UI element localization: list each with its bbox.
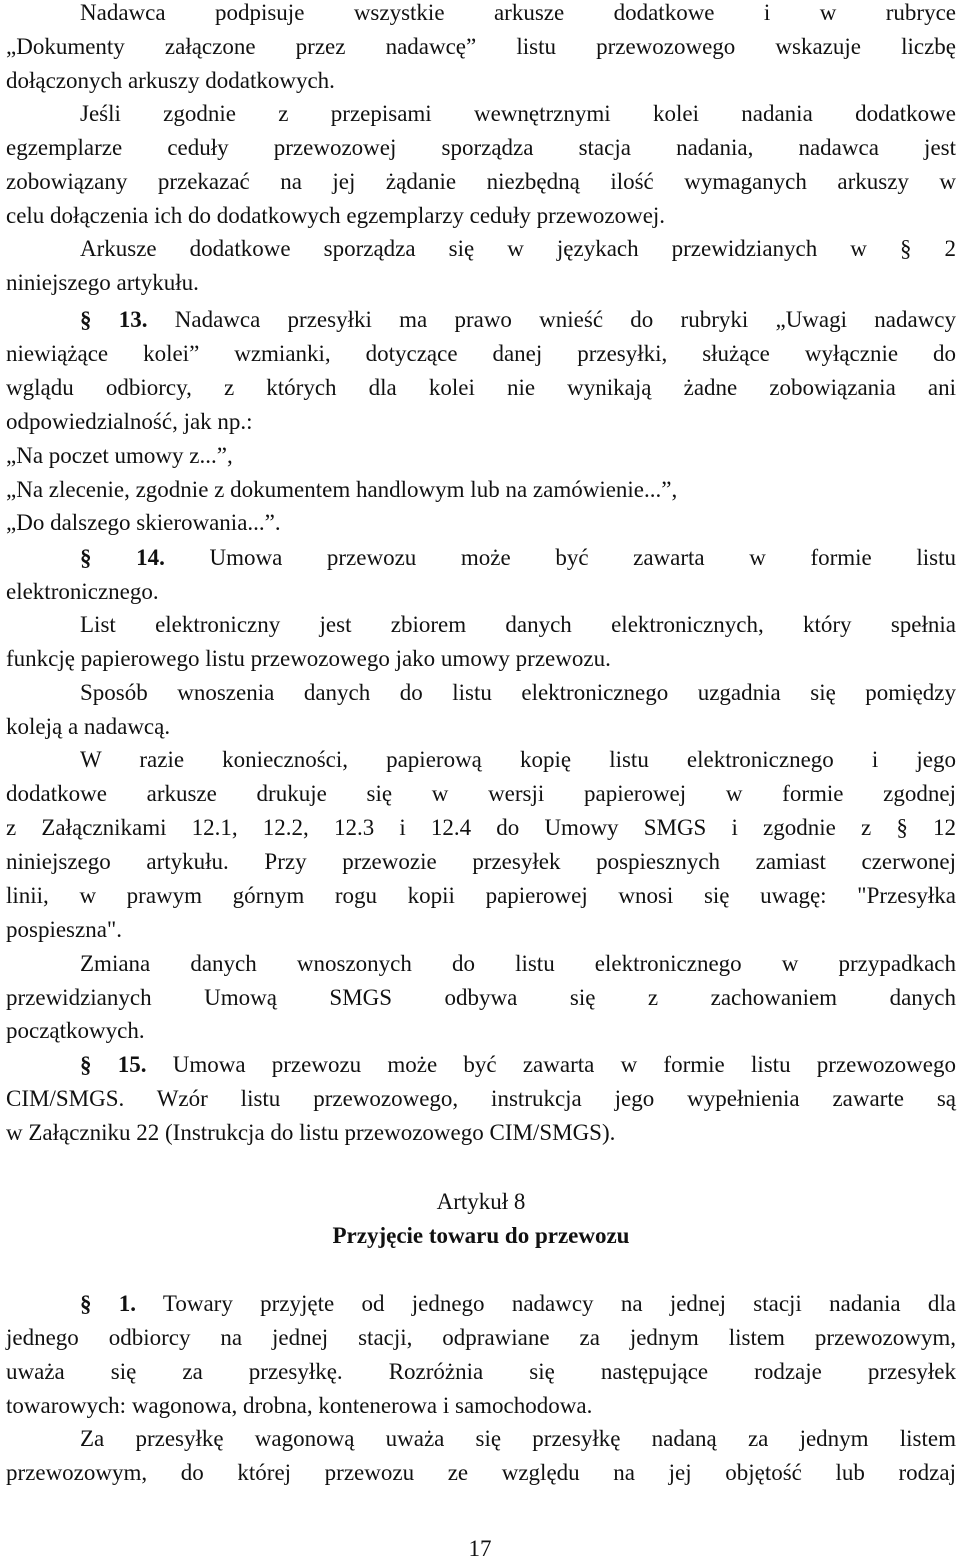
text-line: „Na zlecenie, zgodnie z dokumentem handlowym lub na zamówienie...”, (6, 477, 678, 502)
text-line: przewidzianych Umową SMGS odbywa się z zachowaniem danych (6, 985, 956, 1010)
text-line: elektronicznego. (6, 579, 159, 604)
text-line: Zmiana danych wnoszonych do listu elektronicznego w przypadkach (80, 951, 956, 976)
text-line: „Do dalszego skierowania...”. (6, 510, 281, 535)
text-span: Towary przyjęte od jednego nadawcy na jednej stacji nadania dla (162, 1291, 956, 1316)
section-13-line (6, 303, 956, 337)
text-line: funkcję papierowego listu przewozowego jako umowy przewozu. (6, 646, 611, 671)
text-line: dołączonych arkuszy dodatkowych. (6, 68, 335, 93)
text-line: Jeśli zgodnie z przepisami wewnętrznymi kolei nadania dodatkowe (80, 101, 956, 126)
text-line: Nadawca podpisuje wszystkie arkusze dodatkowe i w rubryce (80, 0, 956, 25)
section-marker: § 1. (80, 1291, 137, 1316)
text-line: Arkusze dodatkowe sporządza się w językach przewidzianych w § 2 (80, 236, 956, 261)
text-line: wglądu odbiorcy, z których dla kolei nie wynikają żadne zobowiązania ani (6, 375, 956, 400)
section-marker: § 15. (80, 1052, 147, 1077)
text-line: niniejszego artykułu. (6, 270, 199, 295)
section-marker: § 13. (80, 307, 148, 332)
text-line: Za przesyłkę wagonową uważa się przesyłkę nadaną za jednym listem (80, 1426, 956, 1451)
text-line: niewiążące kolei” wzmianki, dotyczące danej przesyłki, służące wyłącznie do (6, 341, 956, 366)
text-line: początkowych. (6, 1018, 145, 1043)
text-line: dodatkowe arkusze drukuje się w wersji papierowej w formie zgodnej (6, 781, 956, 806)
text-line: odpowiedzialność, jak np.: (6, 409, 253, 434)
section-15-line (6, 1048, 956, 1082)
page-number: 17 (468, 1536, 492, 1561)
text-line: celu dołączenia ich do dodatkowych egzemplarzy ceduły przewozowej. (6, 203, 666, 228)
section-1-line (6, 1287, 956, 1321)
text-line: Sposób wnoszenia danych do listu elektronicznego uzgadnia się pomiędzy (80, 680, 956, 705)
text-line: egzemplarze ceduły przewozowej sporządza stacja nadania, nadawca jest (6, 135, 956, 160)
text-line: „Dokumenty załączone przez nadawcę” listu przewozowego wskazuje liczbę (6, 34, 956, 59)
text-line: w Załączniku 22 (Instrukcja do listu przewozowego CIM/SMGS). (6, 1120, 616, 1145)
text-line: CIM/SMGS. Wzór listu przewozowego, instrukcja jego wypełnienia zawarte są (6, 1086, 956, 1111)
text-line: koleją a nadawcą. (6, 714, 171, 739)
article-title-heading: Przyjęcie towaru do przewozu (332, 1223, 630, 1248)
text-line: zobowiązany przekazać na jej żądanie niezbędną ilość wymaganych arkuszy w (6, 169, 956, 194)
section-marker: § 14. (80, 545, 165, 570)
text-span: Umowa przewozu może być zawarta w formie listu (209, 545, 956, 570)
text-span: Nadawca przesyłki ma prawo wnieść do rubryki „Uwagi nadawcy (174, 307, 957, 332)
section-14-line (6, 541, 956, 575)
text-line: W razie konieczności, papierową kopię listu elektronicznego i jego (80, 747, 956, 772)
article-number-heading: Artykuł 8 (436, 1189, 526, 1214)
text-line: towarowych: wagonowa, drobna, kontenerowa i samochodowa. (6, 1393, 593, 1418)
text-line: przewozowym, do której przewozu ze względu na jej objętość lub rodzaj (6, 1460, 956, 1485)
text-line: „Na poczet umowy z...”, (6, 443, 233, 468)
text-line: z Załącznikami 12.1, 12.2, 12.3 i 12.4 do Umowy SMGS i zgodnie z § 12 (6, 815, 956, 840)
text-line: niniejszego artykułu. Przy przewozie przesyłek pospiesznych zamiast czerwonej (6, 849, 956, 874)
text-line: jednego odbiorcy na jednej stacji, odprawiane za jednym listem przewozowym, (6, 1325, 956, 1350)
text-line: uważa się za przesyłkę. Rozróżnia się następujące rodzaje przesyłek (6, 1359, 956, 1384)
text-line: pospieszna". (6, 917, 123, 942)
text-line: linii, w prawym górnym rogu kopii papierowej wnosi się uwagę: "Przesyłka (6, 883, 956, 908)
text-span: Umowa przewozu może być zawarta w formie listu przewozowego (172, 1052, 957, 1077)
text-line: List elektroniczny jest zbiorem danych elektronicznych, który spełnia (80, 612, 956, 637)
